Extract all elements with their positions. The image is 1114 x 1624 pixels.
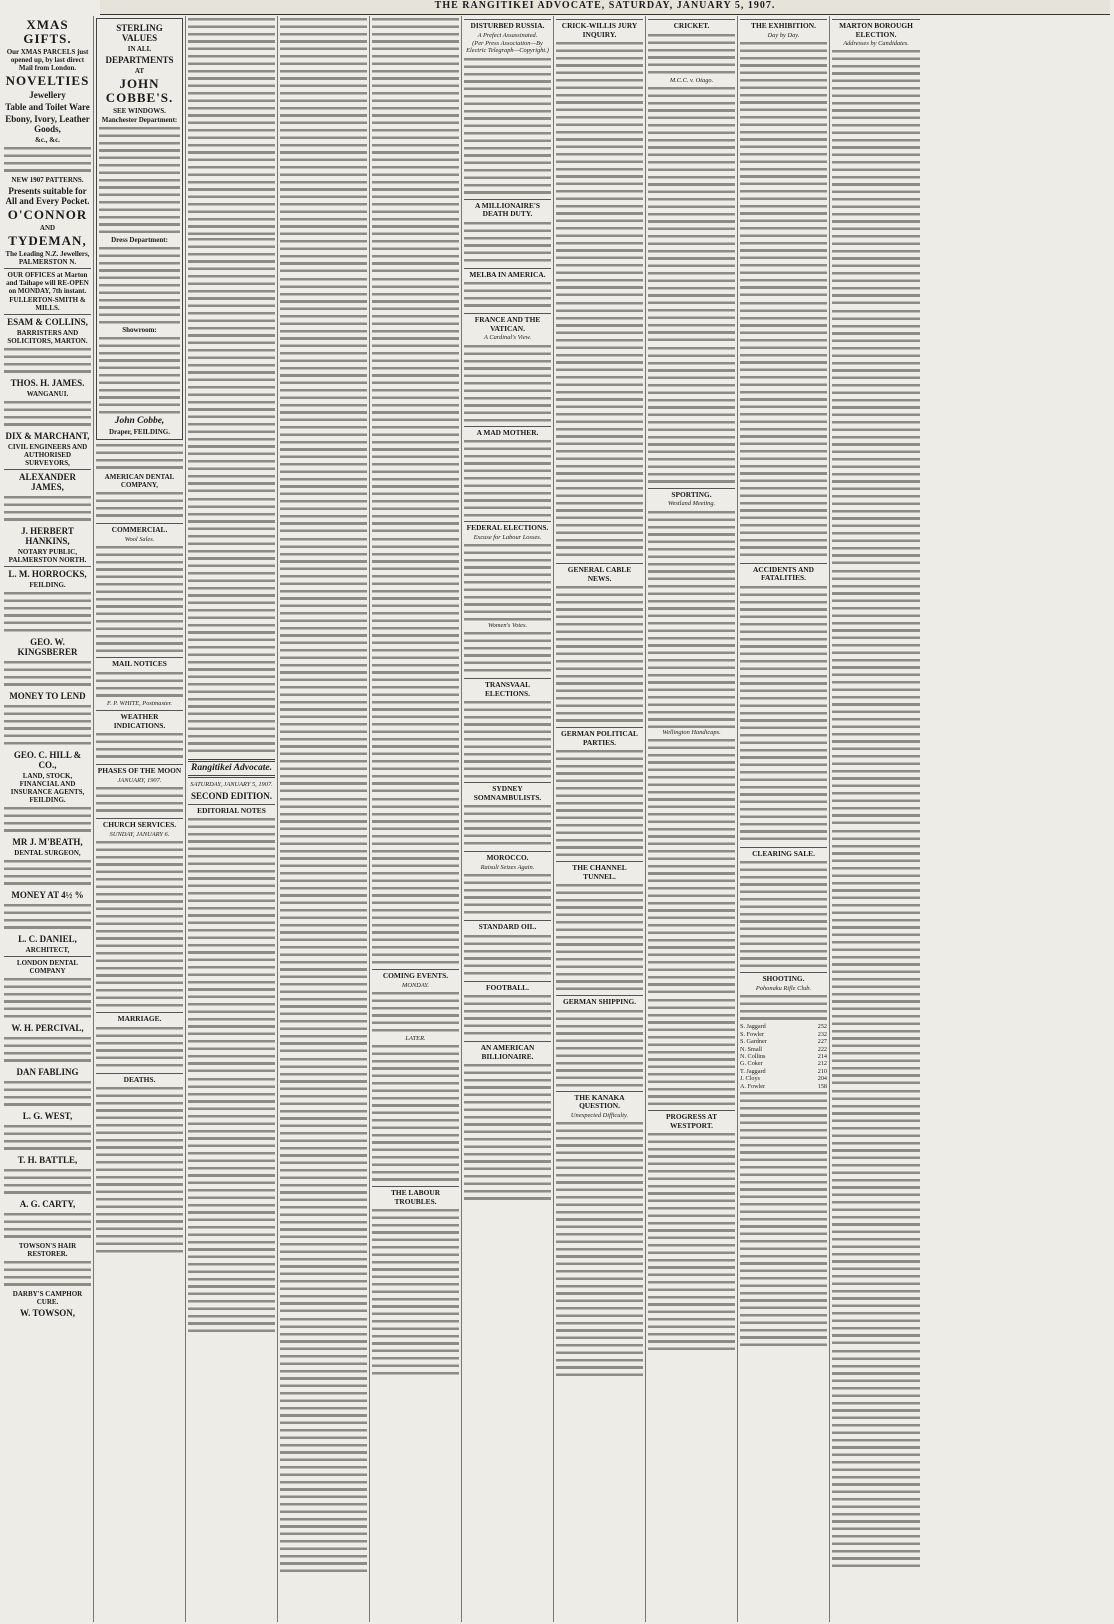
table-ware-line: Table and Toilet Ware <box>5 102 90 112</box>
patterns-line: NEW 1907 PATTERNS. <box>11 176 84 184</box>
score-row <box>740 1068 827 1075</box>
clearing-heading: CLEARING SALE. <box>740 847 827 859</box>
score-value: 204 <box>817 1075 827 1083</box>
text-block <box>464 993 551 1038</box>
offices-notice: OUR OFFICES at Marton and Taihape will RE-OPEN on MONDAY, 7th instant. <box>6 271 89 295</box>
west: L. G. WEST, <box>22 1111 73 1121</box>
france-heading: FRANCE AND THE VATICAN. <box>464 313 551 333</box>
text-block <box>96 839 183 1009</box>
ebony-line: Ebony, Ivory, Leather Goods, <box>5 114 90 134</box>
see-windows: SEE WINDOWS. <box>113 107 166 115</box>
billionaire-heading: AN AMERICAN BILLIONAIRE. <box>464 1041 551 1061</box>
text-block <box>4 145 91 175</box>
rifle-club: Pohonaku Rifle Club. <box>755 984 812 992</box>
showroom-dept: Showroom: <box>122 326 157 334</box>
london-dental: LONDON DENTAL COMPANY <box>16 959 79 975</box>
exhibition-heading: THE EXHIBITION. <box>740 19 827 31</box>
column-7 <box>554 16 646 1622</box>
church-heading: CHURCH SERVICES. <box>96 818 183 830</box>
column-5 <box>370 16 462 1622</box>
jewellery-line: Jewellery <box>29 90 66 100</box>
column-9 <box>738 16 830 1622</box>
text-block <box>4 659 91 689</box>
moon-month: JANUARY, 1907. <box>117 776 162 784</box>
score-value: 227 <box>817 1038 827 1046</box>
crick-heading: CRICK-WILLIS JURY INQUIRY. <box>556 19 643 39</box>
text-block <box>96 490 183 520</box>
darby-cure: DARBY'S CAMPHOR CURE. <box>12 1290 83 1306</box>
text-block <box>464 803 551 848</box>
manchester-dept: Manchester Department: <box>101 116 178 124</box>
score-row <box>740 1038 827 1045</box>
masthead: THE RANGITIKEI ADVOCATE, SATURDAY, JANUARY 5, 1907. <box>100 0 1110 15</box>
excuse-sub: Excuse for Labour Losses. <box>473 533 542 541</box>
text-block <box>556 882 643 992</box>
text-block <box>96 1085 183 1255</box>
raisuli-sub: Raisuli Seizes Again. <box>480 863 535 871</box>
text-block <box>4 902 91 932</box>
text-block <box>4 1259 91 1289</box>
score-row <box>740 1060 827 1067</box>
monday-label: MONDAY. <box>402 981 429 989</box>
text-block <box>464 872 551 917</box>
score-value: 222 <box>817 1045 827 1053</box>
tydeman-name: TYDEMAN, <box>8 233 87 248</box>
text-block <box>464 699 551 779</box>
xmas-intro: Our XMAS PARCELS just opened up, by last direct Mail from London. <box>6 48 89 72</box>
score-name: A. Fowler <box>740 1082 766 1090</box>
architect-line: ARCHITECT, <box>25 946 70 954</box>
money-at-rate: MONEY AT 4½ % <box>11 890 84 900</box>
towson-restorer: TOWSON'S HAIR RESTORER. <box>18 1242 77 1258</box>
marriage-heading: MARRIAGE. <box>96 1012 183 1024</box>
feilding-line: FEILDING. <box>29 581 66 589</box>
melba-heading: MELBA IN AMERICA. <box>464 268 551 280</box>
text-block <box>4 1035 91 1065</box>
difficulty-sub: Unexpected Difficulty. <box>570 1111 629 1119</box>
text-block <box>96 670 183 700</box>
score-name: S. Fowler <box>740 1030 765 1038</box>
text-block <box>4 1079 91 1109</box>
text-block <box>188 16 275 236</box>
text-block <box>4 703 91 748</box>
score-value: 252 <box>817 1023 827 1031</box>
columns <box>2 16 1112 1622</box>
jewellers-line: The Leading N.Z. Jewellers, PALMERSTON N. <box>5 250 90 266</box>
text-block <box>556 300 643 560</box>
millionaire-heading: A MILLIONAIRE'S DEATH DUTY. <box>464 199 551 219</box>
labour-troubles: THE LABOUR TROUBLES. <box>372 1186 459 1206</box>
xmas-gifts-heading: XMAS GIFTS. <box>23 17 72 46</box>
fabling: DAN FABLING <box>16 1067 79 1077</box>
text-block <box>464 630 551 675</box>
text-block <box>280 536 367 796</box>
battle: T. H. BATTLE, <box>17 1155 78 1165</box>
text-block <box>372 1207 459 1377</box>
alexander-james: ALEXANDER JAMES, <box>18 472 76 492</box>
paper-date: SATURDAY, JANUARY 5, 1907. <box>190 781 273 789</box>
text-block <box>740 859 827 969</box>
text-block <box>4 1167 91 1197</box>
text-block <box>556 584 643 724</box>
wool-sales: Wool Sales. <box>124 535 155 543</box>
text-block <box>648 1131 735 1351</box>
column-6 <box>462 16 554 1622</box>
commercial-heading: COMMERCIAL. <box>96 523 183 535</box>
at-word: AT <box>134 67 145 75</box>
text-block <box>464 343 551 423</box>
prefect-sub: A Prefect Assassinated. <box>477 31 538 39</box>
score-value: 158 <box>817 1082 827 1090</box>
day-by-day: Day by Day. <box>767 31 800 39</box>
score-name: G. Coker <box>740 1060 763 1068</box>
text-block <box>188 816 275 1076</box>
sporting-heading: SPORTING. <box>648 488 735 500</box>
text-block <box>740 300 827 560</box>
score-row <box>740 1023 827 1030</box>
mother-heading: A MAD MOTHER. <box>464 426 551 438</box>
text-block <box>648 85 735 345</box>
column-8 <box>646 16 738 1622</box>
score-value: 232 <box>817 1030 827 1038</box>
score-row <box>740 1083 827 1090</box>
etc-line: &c., &c. <box>35 136 60 144</box>
text-block <box>4 1123 91 1153</box>
oil-heading: STANDARD OIL. <box>464 920 551 932</box>
dress-dept: Dress Department: <box>111 236 168 244</box>
fullerton-smith: FULLERTON-SMITH & MILLS. <box>9 296 86 312</box>
american-dental: AMERICAN DENTAL COMPANY, <box>104 473 175 490</box>
civil-engineers: CIVIL ENGINEERS AND AUTHORISED SURVEYORS, <box>7 443 88 467</box>
text-block <box>372 1043 459 1183</box>
german-parties-heading: GERMAN POLITICAL PARTIES. <box>556 727 643 747</box>
shipping-heading: GERMAN SHIPPING. <box>556 995 643 1007</box>
weather-heading: WEATHER INDICATIONS. <box>96 710 183 730</box>
shooting-heading: SHOOTING. <box>740 972 827 984</box>
text-block <box>464 280 551 310</box>
text-block <box>4 976 91 1021</box>
text-block <box>556 1120 643 1380</box>
wanganui-line: WANGANUI. <box>26 390 69 398</box>
daniel: L. C. DANIEL, <box>18 934 77 944</box>
postmaster: F. P. WHITE, Postmaster. <box>107 699 172 707</box>
score-name: T. Jaggard <box>740 1067 766 1075</box>
text-block <box>740 40 827 300</box>
barristers-line: BARRISTERS AND SOLICITORS, MARTON. <box>7 329 88 345</box>
text-block <box>464 438 551 518</box>
column-10 <box>830 16 922 1622</box>
text-block <box>648 997 735 1107</box>
and-word: AND <box>39 224 56 232</box>
text-block <box>280 16 367 276</box>
text-block <box>188 496 275 756</box>
text-block <box>4 494 91 524</box>
column-3 <box>186 16 278 1622</box>
text-block <box>648 509 735 729</box>
column-1-ads <box>2 16 94 1622</box>
sydney-heading: SYDNEY SOMNAMBULISTS. <box>464 782 551 802</box>
text-block <box>464 933 551 978</box>
text-block <box>372 796 459 966</box>
text-block <box>4 805 91 835</box>
text-block <box>832 1348 920 1568</box>
cricket-heading: CRICKET. <box>648 19 735 31</box>
score-name: N. Collins <box>740 1052 766 1060</box>
dix-marchant: DIX & MARCHANT, <box>5 431 90 441</box>
text-block <box>832 48 920 308</box>
departments: DEPARTMENTS <box>105 55 174 65</box>
addresses-sub: Addresses by Candidates. <box>843 40 909 47</box>
text-block <box>648 345 735 485</box>
score-row <box>740 1046 827 1053</box>
wellington-handicaps: Wellington Handicaps. <box>662 728 721 736</box>
text-block <box>464 220 551 265</box>
score-row <box>740 1053 827 1060</box>
press-credit: (Per Press Association—By Electric Telegraph—Copyright.) <box>466 39 549 55</box>
westland-meeting: Westland Meeting. <box>667 500 716 508</box>
thos-james: THOS. H. JAMES. <box>10 378 85 388</box>
text-block <box>556 748 643 858</box>
text-block <box>280 1316 367 1576</box>
mcbeath: MR J. M'BEATH, <box>12 837 83 847</box>
text-block <box>188 1076 275 1336</box>
text-block <box>4 590 91 635</box>
hill-co: GEO. C. HILL & CO., <box>13 750 82 770</box>
score-value: 210 <box>817 1067 827 1075</box>
text-block <box>96 1025 183 1070</box>
text-block <box>464 542 551 622</box>
text-block <box>96 785 183 815</box>
horrocks: L. M. HORROCKS, <box>8 569 87 579</box>
coming-events: COMING EVENTS. <box>372 969 459 981</box>
text-block <box>280 276 367 536</box>
text-block <box>832 828 920 1088</box>
football-heading: FOOTBALL. <box>464 981 551 993</box>
tunnel-heading: THE CHANNEL TUNNEL. <box>556 861 643 881</box>
russia-heading: DISTURBED RUSSIA. <box>464 19 551 31</box>
text-block <box>832 1088 920 1348</box>
text-block <box>832 308 920 568</box>
text-block <box>4 858 91 888</box>
westport-heading: PROGRESS AT WESTPORT. <box>648 1110 735 1130</box>
text-block <box>4 1211 91 1241</box>
text-block <box>556 1008 643 1088</box>
money-to-lend: MONEY TO LEND <box>9 691 86 701</box>
score-value: 214 <box>817 1052 827 1060</box>
text-block <box>372 276 459 536</box>
novelties-heading: NOVELTIES <box>5 73 90 88</box>
john-cobbe: JOHN COBBE'S. <box>105 76 174 105</box>
transvaal-heading: TRANSVAAL ELECTIONS. <box>464 678 551 698</box>
text-block <box>740 1090 827 1350</box>
cable-heading: GENERAL CABLE NEWS. <box>556 563 643 583</box>
federal-heading: FEDERAL ELECTIONS. <box>464 521 551 533</box>
text-block <box>648 737 735 997</box>
text-block <box>99 125 180 235</box>
sterling-values: STERLING VALUES <box>116 23 163 43</box>
notary-line: NOTARY PUBLIC, PALMERSTON NORTH. <box>8 548 87 564</box>
text-block <box>464 1062 551 1202</box>
marton-election-heading: MARTON BOROUGH ELECTION. <box>832 19 920 39</box>
text-block <box>96 544 183 654</box>
carty: A. G. CARTY, <box>19 1199 76 1209</box>
deaths-heading: DEATHS. <box>96 1073 183 1085</box>
text-block <box>832 568 920 828</box>
percival: W. H. PERCIVAL, <box>11 1023 84 1033</box>
score-value: 212 <box>817 1060 827 1068</box>
morocco-heading: MOROCCO. <box>464 851 551 863</box>
accidents-heading: ACCIDENTS AND FATALITIES. <box>740 563 827 583</box>
text-block <box>96 731 183 761</box>
paper-nameplate: Rangitikei Advocate. <box>191 763 272 773</box>
text-block <box>556 40 643 300</box>
sunday-date: SUNDAY, JANUARY 6. <box>109 830 170 838</box>
w-towson: W. TOWSON, <box>19 1308 76 1318</box>
dental-surgeon: DENTAL SURGEON, <box>14 849 81 857</box>
text-block <box>4 346 91 376</box>
text-block <box>740 993 827 1023</box>
herbert-hankins: J. HERBERT HANKINS, <box>21 526 74 546</box>
in-all: IN ALL <box>127 45 152 53</box>
text-block <box>648 32 735 77</box>
oconnor-name: O'CONNOR <box>7 207 88 222</box>
score-row <box>740 1031 827 1038</box>
later-label: LATER. <box>405 1034 426 1042</box>
land-stock-agents: LAND, STOCK, FINANCIAL AND INSURANCE AGENTS, FEILDING. <box>10 772 85 804</box>
text-block <box>372 536 459 796</box>
score-name: N. Small <box>740 1045 763 1053</box>
score-row <box>740 1075 827 1082</box>
score-table <box>740 1023 827 1090</box>
moon-heading: PHASES OF THE MOON <box>97 766 182 776</box>
second-edition: SECOND EDITION. <box>190 790 273 801</box>
column-2 <box>94 16 186 1622</box>
text-block <box>4 399 91 429</box>
score-name: J. Cloys <box>740 1075 760 1083</box>
score-name: S. Jaggard <box>740 1023 766 1031</box>
presents-line: Presents suitable for All and Every Pocket. <box>5 186 90 206</box>
column-4 <box>278 16 370 1622</box>
kingsberer: GEO. W. KINGSBERER <box>17 637 78 657</box>
score-name: S. Gardner <box>740 1038 767 1046</box>
text-block <box>99 335 180 415</box>
cobbe-advert <box>96 18 183 440</box>
text-block <box>280 1056 367 1316</box>
text-block <box>740 584 827 844</box>
text-block <box>372 990 459 1035</box>
esam-collins: ESAM & COLLINS, <box>7 317 88 327</box>
text-block <box>99 245 180 325</box>
kanaka-heading: THE KANAKA QUESTION. <box>556 1091 643 1111</box>
mcc-otago: M.C.C. v. Otago. <box>669 76 714 84</box>
draper-feilding: Draper, FEILDING. <box>109 428 170 437</box>
text-block <box>96 442 183 472</box>
text-block <box>372 16 459 276</box>
editorial-notes: EDITORIAL NOTES <box>188 804 275 816</box>
text-block <box>280 796 367 1056</box>
text-block <box>464 56 551 196</box>
cobbe-signature: John Cobbe, <box>114 416 165 426</box>
text-block <box>188 236 275 496</box>
womens-votes: Women's Votes. <box>487 622 528 630</box>
mail-notices-heading: MAIL NOTICES <box>96 657 183 669</box>
cardinal-sub: A Cardinal's View. <box>483 334 532 342</box>
